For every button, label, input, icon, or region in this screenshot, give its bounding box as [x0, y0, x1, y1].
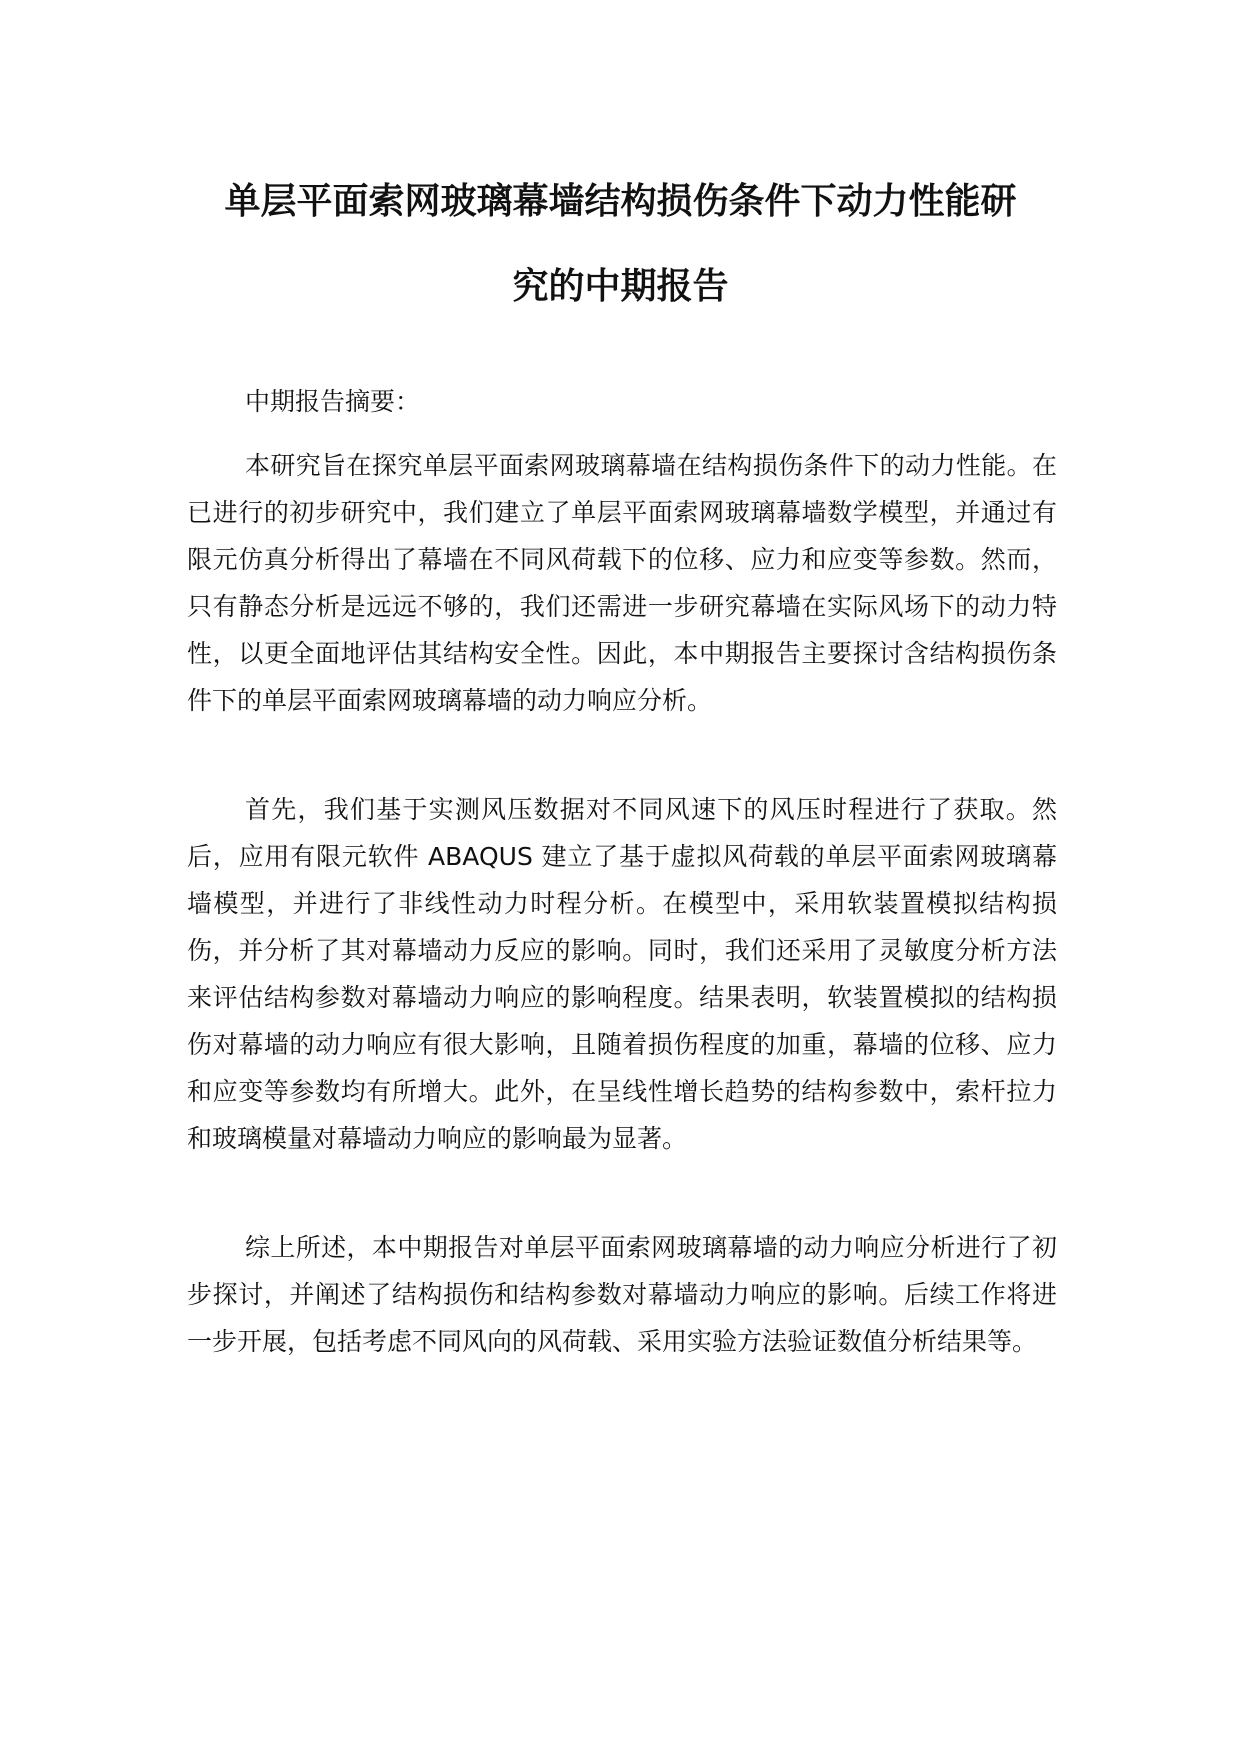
- paragraph-3: 综上所述，本中期报告对单层平面索网玻璃幕墙的动力响应分析进行了初步探讨，并阐述了结构损伤和结构参数对幕墙动力响应的影响。后续工作将进一步开展，包括考虑不同风向的风荷载、采用实验方法验证数值分析结果等。: [187, 1233, 1057, 1356]
- paragraph-2: 首先，我们基于实测风压数据对不同风速下的风压时程进行了获取。然后，应用有限元软件 ABAQUS 建立了基于虚拟风荷载的单层平面索网玻璃幕墙模型，并进行了非线性动力时程分析。在模型中，采用软装置模拟结构损伤，并分析了其对幕墙动力反应的影响。同时，我们还采用了灵敏度分析方法来评估结构参数对幕墙动力响应的影响程度。结果表明，软装置模拟的结构损伤对幕墙的动力响应有很大影响，且随着损伤程度的加重，幕墙的位移、应力和应变等参数均有所增大。此外，在呈线性增长趋势的结构参数中，索杆拉力和玻璃模量对幕墙动力响应的影响最为显著。: [187, 795, 1057, 1153]
- abstract-label: 中期报告摘要：: [245, 387, 421, 416]
- paragraph-1: 本研究旨在探究单层平面索网玻璃幕墙在结构损伤条件下的动力性能。在已进行的初步研究中，我们建立了单层平面索网玻璃幕墙数学模型，并通过有限元仿真分析得出了幕墙在不同风荷载下的位移、应力和应变等参数。然而，只有静态分析是远远不够的，我们还需进一步研究幕墙在实际风场下的动力特性，以更全面地评估其结构安全性。因此，本中期报告主要探讨含结构损伤条件下的单层平面索网玻璃幕墙的动力响应分析。: [187, 451, 1057, 715]
- document-title-line-2: 究的中期报告: [512, 266, 729, 307]
- document-title-line-1: 单层平面索网玻璃幕墙结构损伤条件下动力性能研: [224, 181, 1017, 222]
